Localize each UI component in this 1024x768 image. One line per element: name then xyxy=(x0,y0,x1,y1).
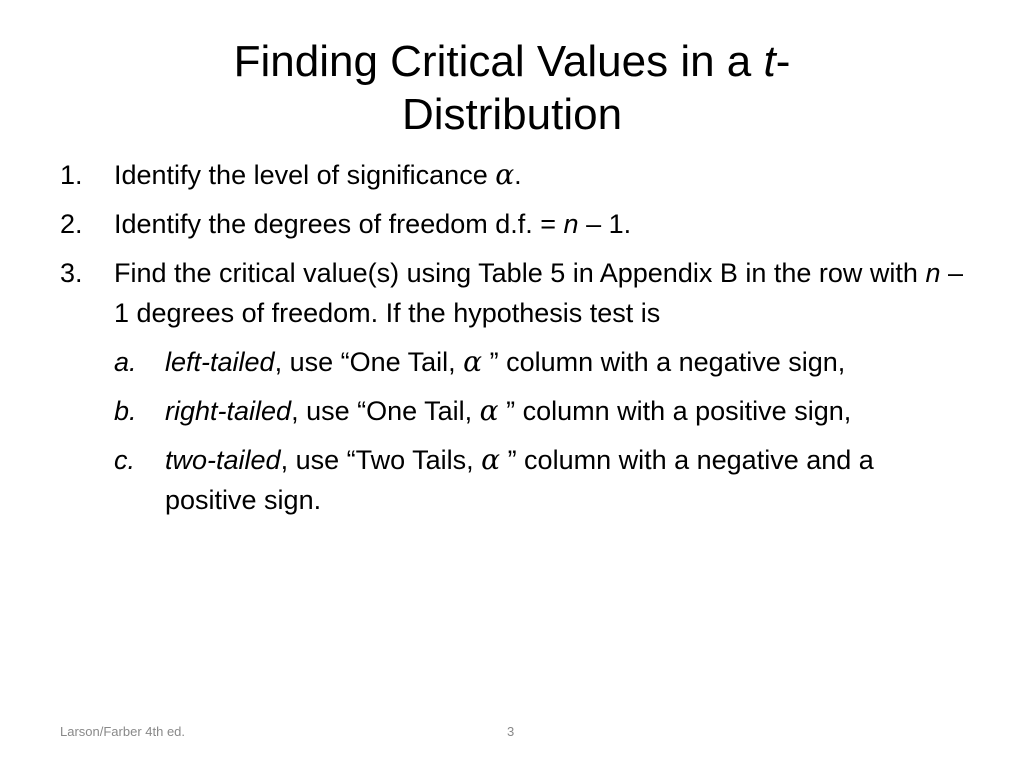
step-text: – 1 degrees of freedom. If the hypothesis test is xyxy=(114,258,963,328)
substep-b xyxy=(60,391,970,431)
step-text: Find the critical value(s) using Table 5 in Appendix B in the row with xyxy=(114,258,926,288)
title-hyphen: - xyxy=(775,37,791,86)
step-text: . xyxy=(514,160,522,190)
step-number: 2. xyxy=(60,209,83,239)
substep-text: , use “One Tail, xyxy=(291,396,480,426)
tail-term: left-tailed xyxy=(165,347,275,377)
step-3 xyxy=(60,253,970,333)
substep-c xyxy=(60,440,970,520)
step-text: Identify the degrees of freedom d.f. = xyxy=(114,209,564,239)
substep-text: ” column with a positive sign, xyxy=(498,396,852,426)
slide-number: 3 xyxy=(507,724,515,739)
footer-source: Larson/Farber 4th ed. xyxy=(60,724,186,739)
step-number: 1. xyxy=(60,160,83,190)
slide-body xyxy=(60,155,970,529)
n-variable: n xyxy=(563,209,579,239)
substep-text: , use “Two Tails, xyxy=(280,445,482,475)
substep-letter: b. xyxy=(114,396,137,426)
alpha-symbol: α xyxy=(481,443,501,476)
tail-term: right-tailed xyxy=(165,396,292,426)
substep-letter: c. xyxy=(114,445,136,475)
step-2 xyxy=(60,204,970,244)
substep-text: ” column with a negative sign, xyxy=(482,347,846,377)
title-line2: Distribution xyxy=(401,90,623,139)
substep-a xyxy=(60,342,970,382)
tail-term: two-tailed xyxy=(165,445,281,475)
n-variable: n xyxy=(925,258,941,288)
step-text: – 1. xyxy=(578,209,632,239)
step-number: 3. xyxy=(60,258,83,288)
step-text: Identify the level of significance xyxy=(114,160,496,190)
substep-text: ” column with a negative and a positive sign. xyxy=(165,445,874,515)
title-text: Finding Critical Values in a xyxy=(233,37,764,86)
slide-title xyxy=(60,35,964,141)
title-italic-t: t xyxy=(763,37,776,86)
step-1 xyxy=(60,155,970,195)
alpha-symbol: α xyxy=(479,394,499,427)
substep-text: , use “One Tail, xyxy=(274,347,464,377)
alpha-symbol: α xyxy=(495,158,515,191)
alpha-symbol: α xyxy=(463,345,483,378)
substep-letter: a. xyxy=(114,347,137,377)
